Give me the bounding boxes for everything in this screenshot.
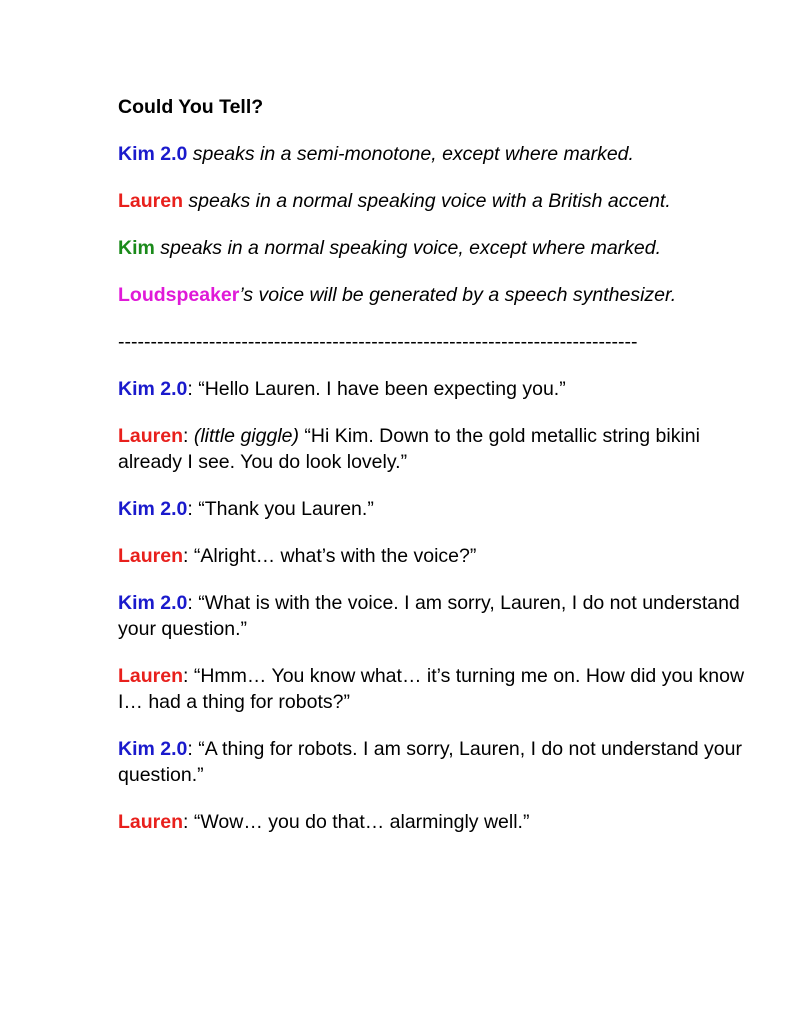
speaker-name: Kim <box>118 237 155 259</box>
line-text: “A thing for robots. I am sorry, Lauren, I do not understand your question.” <box>118 738 742 786</box>
separator: : <box>187 592 199 614</box>
line-text: “Thank you Lauren.” <box>198 498 374 520</box>
script-page <box>118 94 758 856</box>
speaker-name: Kim 2.0 <box>118 378 188 400</box>
separator: : <box>183 425 194 447</box>
line-text: “Hmm… You know what… it’s turning me on. How did you know I… had a thing for robots?” <box>118 665 745 713</box>
cast-note-lauren <box>118 188 758 214</box>
cast-note-loudspeaker <box>118 282 758 308</box>
stage-direction: (little giggle) <box>193 425 299 447</box>
speaker-name: Lauren <box>118 425 184 447</box>
line-text: “Hello Lauren. I have been expecting you.” <box>198 378 566 400</box>
line-text: “What is with the voice. I am sorry, Lauren, I do not understand your question.” <box>118 592 740 640</box>
cast-note-text: speaks in a normal speaking voice, except where marked. <box>154 237 662 259</box>
speaker-name: Kim 2.0 <box>118 143 188 165</box>
separator: : <box>183 545 194 567</box>
cast-note-kim <box>118 235 758 261</box>
speaker-name: Lauren <box>118 545 184 567</box>
section-divider: -------------------------------------------------------------------------------- <box>118 331 638 353</box>
dialogue-line <box>118 663 758 715</box>
cast-note-text: ’s voice will be generated by a speech synthesizer. <box>239 284 677 306</box>
speaker-name: Kim 2.0 <box>118 738 188 760</box>
line-text: “Alright… what’s with the voice?” <box>193 545 477 567</box>
cast-note-kim2 <box>118 141 758 167</box>
line-text: “Wow… you do that… alarmingly well.” <box>193 811 530 833</box>
dialogue-line <box>118 590 758 642</box>
speaker-name: Kim 2.0 <box>118 498 188 520</box>
dialogue-line <box>118 376 758 402</box>
cast-note-text: speaks in a normal speaking voice with a British accent. <box>183 190 671 212</box>
separator: : <box>183 665 194 687</box>
dialogue-line <box>118 809 758 835</box>
dialogue-line <box>118 423 758 475</box>
page-title: Could You Tell? <box>118 96 264 118</box>
speaker-name: Lauren <box>118 811 184 833</box>
separator: : <box>183 811 194 833</box>
speaker-name: Loudspeaker <box>118 284 240 306</box>
dialogue-line <box>118 543 758 569</box>
cast-note-text: speaks in a semi-monotone, except where marked. <box>187 143 634 165</box>
separator: : <box>187 498 199 520</box>
dialogue-line <box>118 736 758 788</box>
separator: : <box>187 738 199 760</box>
speaker-name: Kim 2.0 <box>118 592 188 614</box>
line-text: “Hi Kim. Down to the gold metallic string bikini already I see. You do look lovely.” <box>118 425 700 473</box>
separator: : <box>187 378 199 400</box>
speaker-name: Lauren <box>118 190 184 212</box>
dialogue-line <box>118 496 758 522</box>
speaker-name: Lauren <box>118 665 184 687</box>
